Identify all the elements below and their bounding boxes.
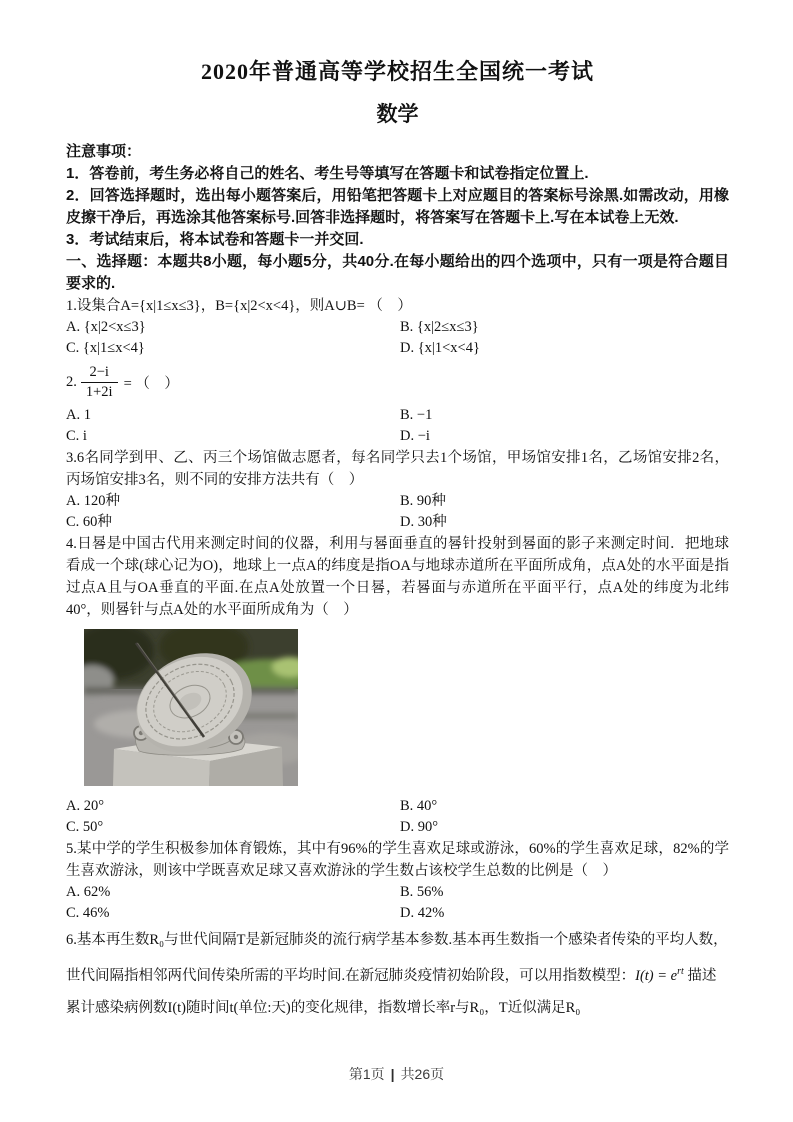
question-1-stem: 1.设集合A={x|1≤x≤3}，B={x|2<x<4}，则A∪B= （ ） (66, 298, 412, 314)
section-heading: 一、选择题：本题共8小题，每小题5分，共40分.在每小题给出的四个选项中，只有一项是符合题目要求的. (66, 253, 729, 292)
option-b: B. 56% (400, 884, 444, 900)
question-6-line-2 (66, 956, 729, 992)
question-4-options (66, 796, 729, 838)
option-a: A. 20° (66, 798, 105, 814)
question-2 (66, 359, 729, 447)
question-2-options (66, 405, 729, 447)
option-b: B. {x|2≤x≤3} (400, 319, 479, 335)
question-3-stem: 3.6名同学到甲、乙、丙三个场馆做志愿者，每名同学只去1个场馆，甲场馆安排1名，乙场馆安排2名，丙场馆安排3名，则不同的安排方法共有（ ） (66, 450, 729, 488)
option-b: B. 90种 (400, 493, 446, 509)
option-a: A. {x|2<x≤3} (66, 319, 146, 335)
option-c: C. 50° (66, 819, 104, 835)
question-2-stem (66, 359, 729, 405)
notice-item-1: 1．答卷前，考生务必将自己的姓名、考生号等填写在答题卡和试卷指定位置上. (66, 165, 589, 182)
question-6-line-2-text: 世代间隔指相邻两代间传染所需的平均时间.在新冠肺炎疫情初始阶段，可以用指数模型： (66, 967, 636, 984)
option-c: C. 60种 (66, 514, 112, 530)
option-d: D. 90° (400, 819, 439, 835)
question-4-stem: 4.日晷是中国古代用来测定时间的仪器，利用与晷面垂直的晷针投射到晷面的影子来测定时间．把地球看成一个球(球心记为O)，地球上一点A的纬度是指OA与地球赤道所在平面所成角，点A处的水平面是指过点A且与OA垂直的平面.在点A处放置一个日晷，若晷面与赤道所在平面平行，点A处的纬度为北纬40°，则晷针与点A处的水平面所成角为（ ） (66, 536, 729, 618)
page-footer (0, 1064, 793, 1084)
notice-section (66, 141, 729, 251)
option-d: D. 30种 (400, 514, 447, 530)
question-2-equals: = （ ） (123, 375, 179, 392)
option-b: B. 40° (400, 798, 438, 814)
question-5 (66, 838, 729, 924)
option-d: D. {x|1<x<4} (400, 340, 480, 356)
fraction-denominator: 1+2i (81, 382, 118, 401)
question-3-options (66, 491, 729, 533)
option-c: C. {x|1≤x<4} (66, 340, 145, 356)
question-6 (66, 924, 729, 1024)
notice-item-2: 2．回答选择题时，选出每小题答案后，用铅笔把答题卡上对应题目的答案标号涂黑.如需改动，用橡皮擦干净后，再选涂其他答案标号.回答非选择题时，将答案写在答题卡上.写在本试卷上无效. (66, 187, 729, 226)
question-2-number: 2. (66, 373, 77, 390)
formula-exponent: rt (677, 966, 684, 977)
fraction (81, 364, 118, 400)
exponential-formula (635, 968, 684, 984)
question-6-line-2-tail: 描述 (683, 967, 717, 984)
option-a: A. 1 (66, 407, 91, 423)
option-d: D. −i (400, 428, 430, 444)
question-5-options (66, 882, 729, 924)
option-c: C. i (66, 428, 87, 444)
question-1-options (66, 317, 729, 359)
page-number: 第1页 (348, 1066, 385, 1082)
total-pages: 共26页 (400, 1066, 445, 1082)
notice-item-3: 3．考试结束后，将本试卷和答题卡一并交回. (66, 231, 364, 248)
option-a: A. 62% (66, 884, 111, 900)
question-1 (66, 295, 729, 359)
question-4 (66, 533, 729, 838)
question-3 (66, 447, 729, 533)
fraction-numerator: 2−i (89, 363, 109, 380)
subject-title: 数学 (376, 102, 419, 126)
page-title: 2020年普通高等学校招生全国统一考试 (200, 59, 594, 84)
option-b: B. −1 (400, 407, 433, 423)
option-c: C. 46% (66, 905, 110, 921)
option-a: A. 120种 (66, 493, 120, 509)
question-5-stem: 5.某中学的学生积极参加体育锻炼，其中有96%的学生喜欢足球或游泳，60%的学生喜欢足球，82%的学生喜欢游泳，则该中学既喜欢足球又喜欢游泳的学生数占该校学生总数的比例是（ ） (66, 841, 729, 879)
question-6-line-1: 6.基本再生数R₀与世代间隔T是新冠肺炎的流行病学基本参数.基本再生数指一个感染者传染的平均人数， (66, 932, 728, 948)
option-d: D. 42% (400, 905, 445, 921)
sundial-photo (84, 629, 298, 786)
formula-base: I(t) = e (635, 967, 678, 984)
footer-separator: | (390, 1066, 395, 1082)
notice-heading: 注意事项： (66, 143, 142, 160)
question-6-line-3: 累计感染病例数I(t)随时间t(单位:天)的变化规律，指数增长率r与R₀，T近似满足R₀ (66, 999, 581, 1016)
